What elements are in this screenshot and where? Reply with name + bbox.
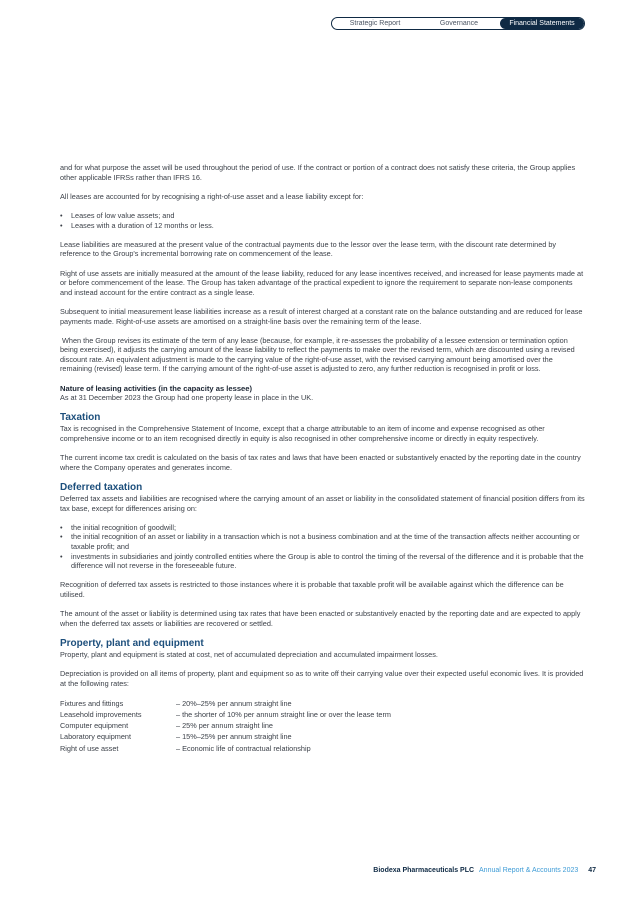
page-number: 47 <box>588 867 596 874</box>
paragraph: When the Group revises its estimate of the term of any lease (because, for example, it re-assesses the probability of a lessee extension or termination option being exercised), it adjusts the carrying amount of the lease liability to reflect the payments to make over the revised term, which are discounted using a revised discount rate. An equivalent adjustment is made to the carrying value of the right-of-use asset, with the revised carrying amount being amortised over the remaining (revised) lease term. If the carrying amount of the right-of-use asset is adjusted to zero, any further reduction is recognised in profit or loss. <box>60 335 577 374</box>
rate-item: Leasehold improvements <box>60 710 142 720</box>
paragraph: The amount of the asset or liability is determined using tax rates that have been enacted or substantively enacted by the reporting date and are expected to apply when the deferred tax assets or liabilities are recovered or settled. <box>60 609 581 628</box>
rate-item: Fixtures and fittings <box>60 698 124 708</box>
page-body <box>60 163 586 754</box>
table-row <box>60 720 586 731</box>
paragraph: All leases are accounted for by recognising a right-of-use asset and a lease liability except for: <box>60 191 364 201</box>
rate-item: Computer equipment <box>60 721 129 731</box>
list-item: • investments in subsidiaries and jointly controlled entities where the Group is able to control the timing of the reversal of the difference and it is probable that the difference will not reverse in the foreseeable future. <box>60 552 586 571</box>
paragraph: Right of use assets are initially measured at the amount of the lease liability, reduced for any lease incentives received, and increased for lease payments made at or before commencement of the lease. The Group has taken advantage of the practical expedient to ignore the requirement to separate non-lease components and instead account for the entire contract as a single lease. <box>60 268 584 297</box>
rate-value: – 15%–25% per annum straight line <box>176 732 292 742</box>
rate-item: Right of use asset <box>60 743 119 753</box>
paragraph: Recognition of deferred tax assets is restricted to those instances where it is probable that taxable profit will be available against which the difference can be utilised. <box>60 580 564 599</box>
list-item: • Leases with a duration of 12 months or less. <box>60 221 586 231</box>
deferred-taxation-heading: Deferred taxation <box>60 482 143 493</box>
report-title: Annual Report & Accounts 2023 <box>479 867 579 874</box>
table-row <box>60 743 586 754</box>
paragraph: Lease liabilities are measured at the present value of the contractual payments due to the lessor over the lease term, with the discount rate determined by reference to the Group's incremental borrowing rate on commencement of the lease. <box>60 239 557 259</box>
taxation-heading: Taxation <box>60 412 101 424</box>
rate-value: – the shorter of 10% per annum straight line or over the lease term <box>176 710 391 720</box>
rate-item: Laboratory equipment <box>60 732 131 742</box>
list-item: • Leases of low value assets; and <box>60 211 586 221</box>
tab-financial-statements[interactable]: Financial Statements <box>500 18 584 29</box>
list-item: • the initial recognition of goodwill; <box>60 523 586 533</box>
paragraph: As at 31 December 2023 the Group had one property lease in place in the UK. <box>60 393 314 403</box>
depreciation-rates-table <box>60 698 586 754</box>
paragraph: Property, plant and equipment is stated at cost, net of accumulated depreciation and accumulated impairment losses. <box>60 649 438 659</box>
table-row <box>60 698 586 709</box>
rate-value: – 25% per annum straight line <box>176 721 273 731</box>
paragraph: Deferred tax assets and liabilities are recognised where the carrying amount of an asset or liability in the consolidated statement of financial position differs from its tax base, except for differences arising on: <box>60 494 585 513</box>
section-nav <box>331 17 585 30</box>
ppe-heading: Property, plant and equipment <box>60 637 204 649</box>
paragraph: Depreciation is provided on all items of property, plant and equipment so as to write off their carrying value over their expected useful economic lives. It is provided at the following rates: <box>60 669 584 688</box>
list-item: • the initial recognition of an asset or liability in a transaction which is not a business combination and at the time of the transaction affects neither accounting or taxable profit; and <box>60 532 586 551</box>
table-row <box>60 709 586 720</box>
paragraph: and for what purpose the asset will be used throughout the period of use. If the contract or portion of a contract does not satisfy these criteria, the Group applies other applicable IFRSs rather than IFRS 16. <box>60 163 576 182</box>
nature-of-leasing-heading: Nature of leasing activities (in the capacity as lessee) <box>60 383 253 393</box>
paragraph: The current income tax credit is calculated on the basis of tax rates and laws that have been enacted or substantively enacted by the reporting date in the country where the Company operates and generates income. <box>60 453 581 472</box>
rate-value: – 20%–25% per annum straight line <box>176 698 292 708</box>
page-footer <box>373 866 596 875</box>
lease-exception-list <box>60 211 586 230</box>
tab-strategic-report[interactable]: Strategic Report <box>349 20 401 27</box>
tab-governance[interactable]: Governance <box>439 20 479 27</box>
paragraph: Tax is recognised in the Comprehensive Statement of Income, except that a charge attributable to an item of income and expense recognised as other comprehensive income or to an item recognised directly in equity is also recognised in other comprehensive income or directly in equity respectively. <box>60 424 545 444</box>
deferred-tax-exception-list <box>60 523 586 571</box>
rate-value: – Economic life of contractual relationship <box>176 743 311 753</box>
table-row <box>60 731 586 742</box>
company-name: Biodexa Pharmaceuticals PLC <box>373 867 475 874</box>
paragraph: Subsequent to initial measurement lease liabilities increase as a result of interest charged at a constant rate on the balance outstanding and are reduced for lease payments made. Right-of-use assets are amortised on a straight-line basis over the remaining term of the lease. <box>60 306 583 326</box>
